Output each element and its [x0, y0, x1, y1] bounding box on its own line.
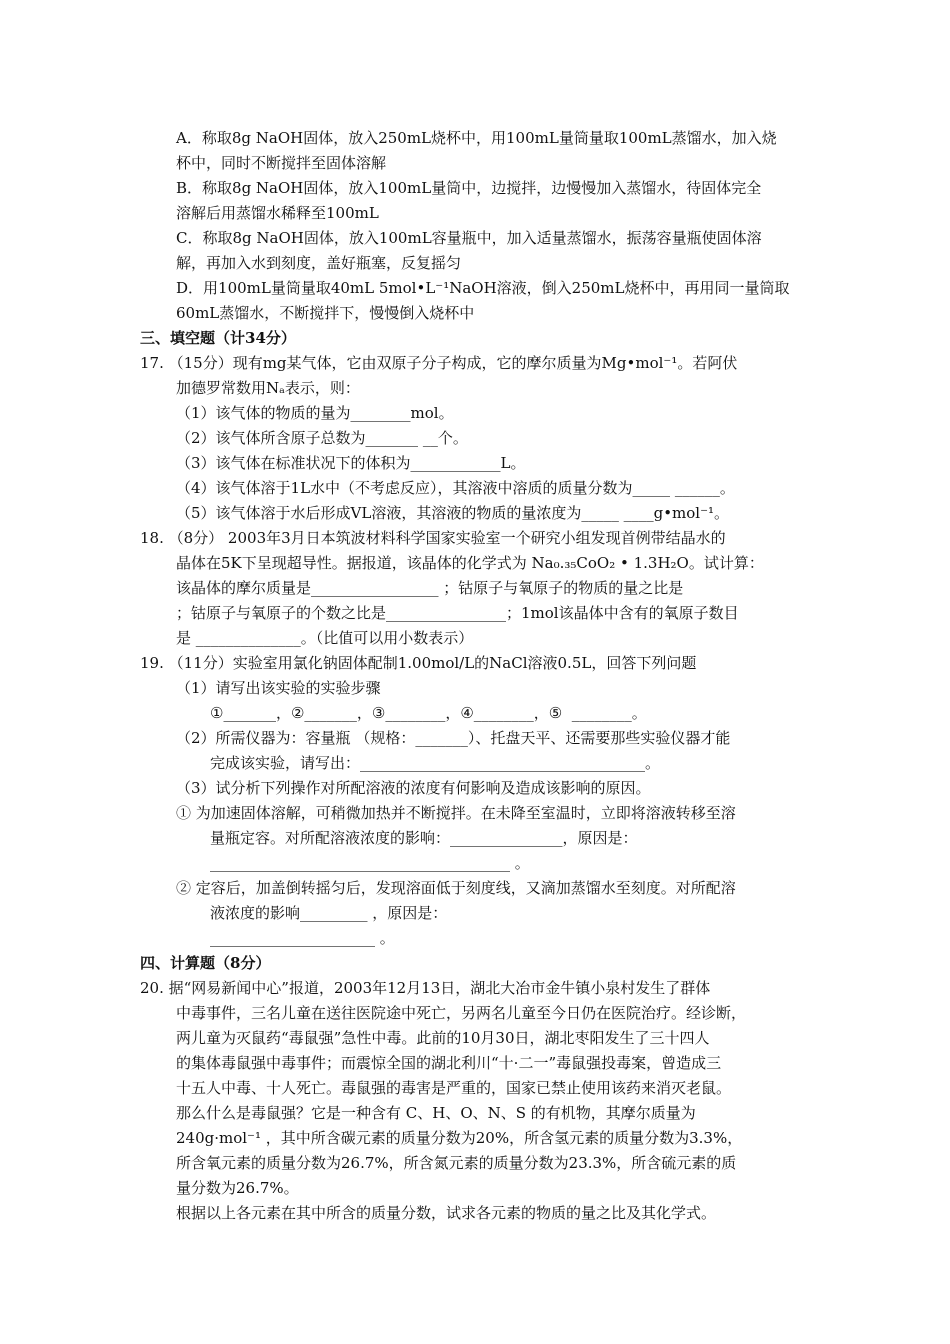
question-19-part-1: （1）请写出该实验的实验步骤: [176, 679, 381, 697]
option-c-line-1: C．称取8g NaOH固体，放入100mL容量瓶中，加入适量蒸馏水，振荡容量瓶使固体溶: [176, 229, 762, 247]
question-20-line-5: 十五人中毒、十人死亡。毒鼠强的毒害是严重的，国家已禁止使用该药来消灭老鼠。: [176, 1079, 732, 1097]
question-20-line-10: 根据以上各元素在其中所含的质量分数，试求各元素的物质的量之比及其化学式。: [176, 1204, 717, 1222]
option-b-line-2: 溶解后用蒸馏水稀释至100mL: [176, 204, 379, 222]
section-heading-calculation: 四、计算题（8分）: [140, 954, 271, 972]
question-17-item-4: （4）该气体溶于1L水中（不考虑反应），其溶液中溶质的质量分数为_____ ______。: [176, 479, 735, 497]
question-19-case-1-line-2: 量瓶定容。对所配溶液浓度的影响：_______________，原因是：: [210, 829, 638, 847]
question-17-line-2: 加德罗常数用Nₐ表示，则：: [176, 379, 360, 397]
question-17-item-2: （2）该气体所含原子总数为_______ __个。: [176, 429, 468, 447]
section-heading-fill-in: 三、填空题（计34分）: [140, 329, 296, 347]
question-20-line-2: 中毒事件，三名儿童在送往医院途中死亡，另两名儿童至今日仍在医院治疗。经诊断，: [176, 1004, 747, 1022]
question-17-item-5: （5）该气体溶于水后形成VL溶液，其溶液的物质的量浓度为_____ ____g•mol⁻¹。: [176, 504, 730, 522]
question-19-case-1-line-1: ① 为加速固体溶解，可稍微加热并不断搅拌。在未降至室温时，立即将溶液转移至溶: [176, 804, 736, 822]
question-18-line-5: 是 ______________。（比值可以用小数表示）: [176, 629, 474, 647]
question-18-line-1: 18. （8分） 2003年3月日本筑波材料科学国家实验室一个研究小组发现首例带结晶水的: [140, 529, 726, 547]
question-18-line-2: 晶体在5K下呈现超导性。据报道，该晶体的化学式为 Na₀.₃₅CoO₂ • 1.3H₂O。试计算：: [176, 554, 764, 572]
question-20-line-4: 的集体毒鼠强中毒事件；而震惊全国的湖北利川“十·二一”毒鼠强投毒案，曾造成三: [176, 1054, 722, 1072]
question-19-part-3: （3）试分析下列操作对所配溶液的浓度有何影响及造成该影响的原因。: [176, 779, 651, 797]
option-d-line-2: 60mL蒸馏水，不断搅拌下，慢慢倒入烧杯中: [176, 304, 475, 322]
option-d-line-1: D．用100mL量筒量取40mL 5mol•L⁻¹NaOH溶液，倒入250mL烧杯中，再用同一量筒取: [176, 279, 790, 297]
question-19-steps: ①_______，②_______，③________，④________，⑤ ________。: [210, 704, 647, 722]
question-19-case-2-line-3: ______________________ 。: [210, 929, 395, 947]
option-a-line-1: A．称取8g NaOH固体，放入250mL烧杯中，用100mL量筒量取100mL蒸馏水，加入烧: [176, 129, 777, 147]
question-19-line-1: 19. （11分）实验室用氯化钠固体配制1.00mol/L的NaCl溶液0.5L，回答下列问题: [140, 654, 697, 672]
question-17-item-3: （3）该气体在标准状况下的体积为____________L。: [176, 454, 526, 472]
question-20-line-9: 量分数为26.7%。: [176, 1179, 299, 1197]
question-18-line-3: 该晶体的摩尔质量是_________________ ；钴原子与氧原子的物质的量之比是: [176, 579, 684, 597]
question-17-line-1: 17. （15分）现有mg某气体，它由双原子分子构成，它的摩尔质量为Mg•mol⁻¹。若阿伏: [140, 354, 738, 372]
question-19-case-1-line-3: ________________________________________ 。: [210, 854, 530, 872]
question-20-line-1: 20. 据“网易新闻中心”报道，2003年12月13日，湖北大冶市金牛镇小泉村发生了群体: [140, 979, 711, 997]
option-c-line-2: 解，再加入水到刻度，盖好瓶塞，反复摇匀: [176, 254, 462, 272]
question-19-part-2-line-1: （2）所需仪器为：容量瓶 （规格：_______）、托盘天平、还需要那些实验仪器才能: [176, 729, 731, 747]
question-20-line-3: 两儿童为灭鼠药“毒鼠强”急性中毒。此前的10月30日，湖北枣阳发生了三十四人: [176, 1029, 710, 1047]
question-17-item-1: （1）该气体的物质的量为________mol。: [176, 404, 454, 422]
question-20-line-7: 240g·mol⁻¹ ，其中所含碳元素的质量分数为20%，所含氢元素的质量分数为3.3%，: [176, 1129, 743, 1147]
question-20-line-6: 那么什么是毒鼠强？它是一种含有 C、H、O、N、S 的有机物，其摩尔质量为: [176, 1104, 696, 1122]
question-18-line-4: ；钴原子与氧原子的个数之比是________________；1mol该晶体中含有的氧原子数目: [176, 604, 739, 622]
question-19-part-2-line-2: 完成该实验，请写出：______________________________________。: [210, 754, 661, 772]
option-b-line-1: B．称取8g NaOH固体，放入100mL量筒中，边搅拌，边慢慢加入蒸馏水，待固体完全: [176, 179, 762, 197]
question-19-case-2-line-2: 液浓度的影响_________ ，原因是：: [210, 904, 448, 922]
question-19-case-2-line-1: ② 定容后，加盖倒转摇匀后，发现溶面低于刻度线，又滴加蒸馏水至刻度。对所配溶: [176, 879, 736, 897]
question-20-line-8: 所含氧元素的质量分数为26.7%，所含氮元素的质量分数为23.3%，所含硫元素的质: [176, 1154, 737, 1172]
option-a-line-2: 杯中，同时不断搅拌至固体溶解: [176, 154, 387, 172]
